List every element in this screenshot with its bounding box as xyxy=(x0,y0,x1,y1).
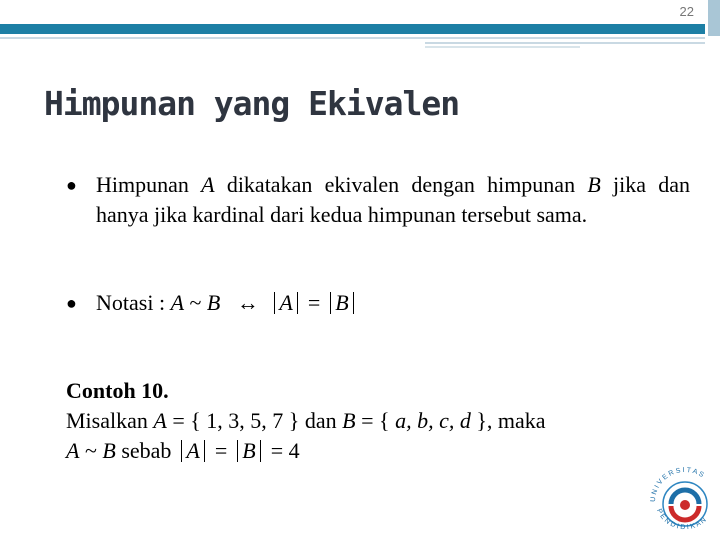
header-rule-shorter xyxy=(425,46,580,48)
svg-text:P E N D I D I K A N: P E N D I D I K A N xyxy=(655,507,708,532)
header-accent-bar xyxy=(0,24,705,34)
notation-text: Notasi : A ~ B ↔ A = B xyxy=(96,288,358,318)
definition-text: Himpunan A dikatakan ekivalen dengan himpunan B jika dan hanya jika kardinal dari kedua himpunan tersebut sama. xyxy=(96,172,690,227)
bullet-dot: ● xyxy=(66,293,77,313)
header-corner-block xyxy=(708,0,720,36)
page-number: 22 xyxy=(679,4,694,19)
slide-title: Himpunan yang Ekivalen xyxy=(44,84,460,123)
example-line-sets: Misalkan A = { 1, 3, 5, 7 } dan B = { a, b, c, d }, maka xyxy=(66,408,546,433)
svg-text:U N I V E R S I T A S: U N I V E R S I T A S xyxy=(649,466,705,503)
bullet-dot: ● xyxy=(66,175,77,195)
header-rule xyxy=(0,37,705,39)
example-block xyxy=(66,376,546,466)
example-line-conclusion: A ~ B sebab A = B = 4 xyxy=(66,438,300,463)
header-rule-short xyxy=(425,42,705,44)
example-heading: Contoh 10. xyxy=(66,378,169,403)
university-logo xyxy=(645,458,720,540)
